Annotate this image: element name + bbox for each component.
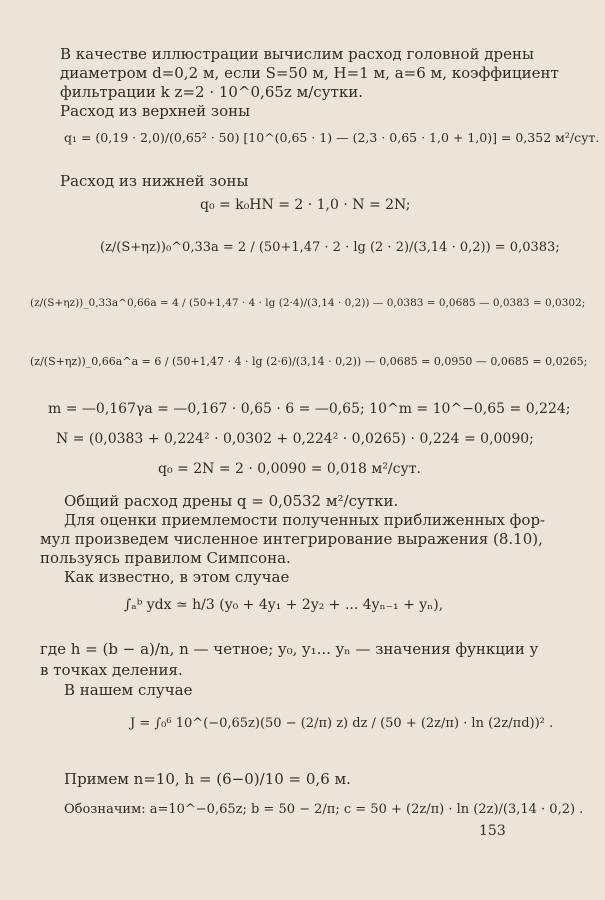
equation-upper-zone-ratio: (z/(S+ηz))₀^0,33a = 2 / (50+1,47 · 2 · lg (2 · 2)/(3,14 · 0,2)) = 0,0383;	[100, 240, 560, 255]
text-line-9: пользуясь правилом Симпсона.	[40, 549, 291, 567]
equation-lower-zone-ratio: (z/(S+ηz))_0,66a^a = 6 / (50+1,47 · 4 · lg (2·6)/(3,14 · 0,2)) — 0,0685 = 0,0950 — 0,0685 = 0,0265;	[30, 355, 588, 368]
text-line-1: В качестве иллюстрации вычислим расход головной дрены	[60, 45, 534, 63]
text-line-7: Для оценки приемлемости полученных приближенных фор-	[64, 511, 546, 529]
text-line-13: В нашем случае	[64, 681, 193, 699]
equation-simpson: ∫ₐᵇ ydx ≃ h/3 (y₀ + 4y₁ + 2y₂ + ... 4yₙ₋₁ + yₙ),	[124, 597, 444, 613]
text-line-3: фильтрации k z=2 · 10^0,65z м/сутки.	[60, 83, 363, 101]
text-line-15: Обозначим: a=10^−0,65z; b = 50 − 2/π; c = 50 + (2z/π) · ln (2z)/(3,14 · 0,2) .	[64, 802, 584, 817]
equation-middle-zone-ratio: (z/(S+ηz))_0,33a^0,66a = 4 / (50+1,47 · 4 · lg (2·4)/(3,14 · 0,2)) — 0,0383 = 0,0685 — 0,0383 = 0,0302;	[30, 297, 586, 309]
text-line-4: Расход из верхней зоны	[60, 102, 251, 120]
equation-m: m = —0,167γa = —0,167 · 0,65 · 6 = —0,65; 10^m = 10^−0,65 = 0,224;	[48, 401, 571, 417]
text-line-6: Общий расход дрены q = 0,0532 м²/сутки.	[64, 492, 399, 510]
text-line-8: мул произведем численное интегрирование выражения (8.10),	[40, 530, 543, 548]
text-line-12: в точках деления.	[40, 661, 183, 679]
equation-q0-result: q₀ = 2N = 2 · 0,0090 = 0,018 м²/сут.	[158, 461, 421, 477]
page-number: 153	[479, 823, 506, 839]
text-line-14: Примем n=10, h = (6−0)/10 = 0,6 м.	[64, 770, 351, 788]
text-line-10: Как известно, в этом случае	[64, 568, 290, 586]
text-line-11: где h = (b − a)/n, n — четное; y₀, y₁... yₙ — значения функции y	[40, 640, 539, 658]
equation-J-integral: J = ∫₀⁶ 10^(−0,65z)(50 − (2/π) z) dz / (50 + (2z/π) · ln (2z/πd))² .	[130, 716, 554, 731]
equation-q1: q₁ = (0,19 · 2,0)/(0,65² · 50) [10^(0,65 · 1) — (2,3 · 0,65 · 1,0 + 1,0)] = 0,352 м²/сут.	[64, 130, 600, 145]
equation-q0: q₀ = k₀HN = 2 · 1,0 · N = 2N;	[200, 197, 411, 213]
text-line-2: диаметром d=0,2 м, если S=50 м, H=1 м, a=6 м, коэффициент	[60, 64, 559, 82]
equation-N: N = (0,0383 + 0,224² · 0,0302 + 0,224² · 0,0265) · 0,224 = 0,0090;	[56, 431, 534, 447]
text-line-5: Расход из нижней зоны	[60, 172, 249, 190]
